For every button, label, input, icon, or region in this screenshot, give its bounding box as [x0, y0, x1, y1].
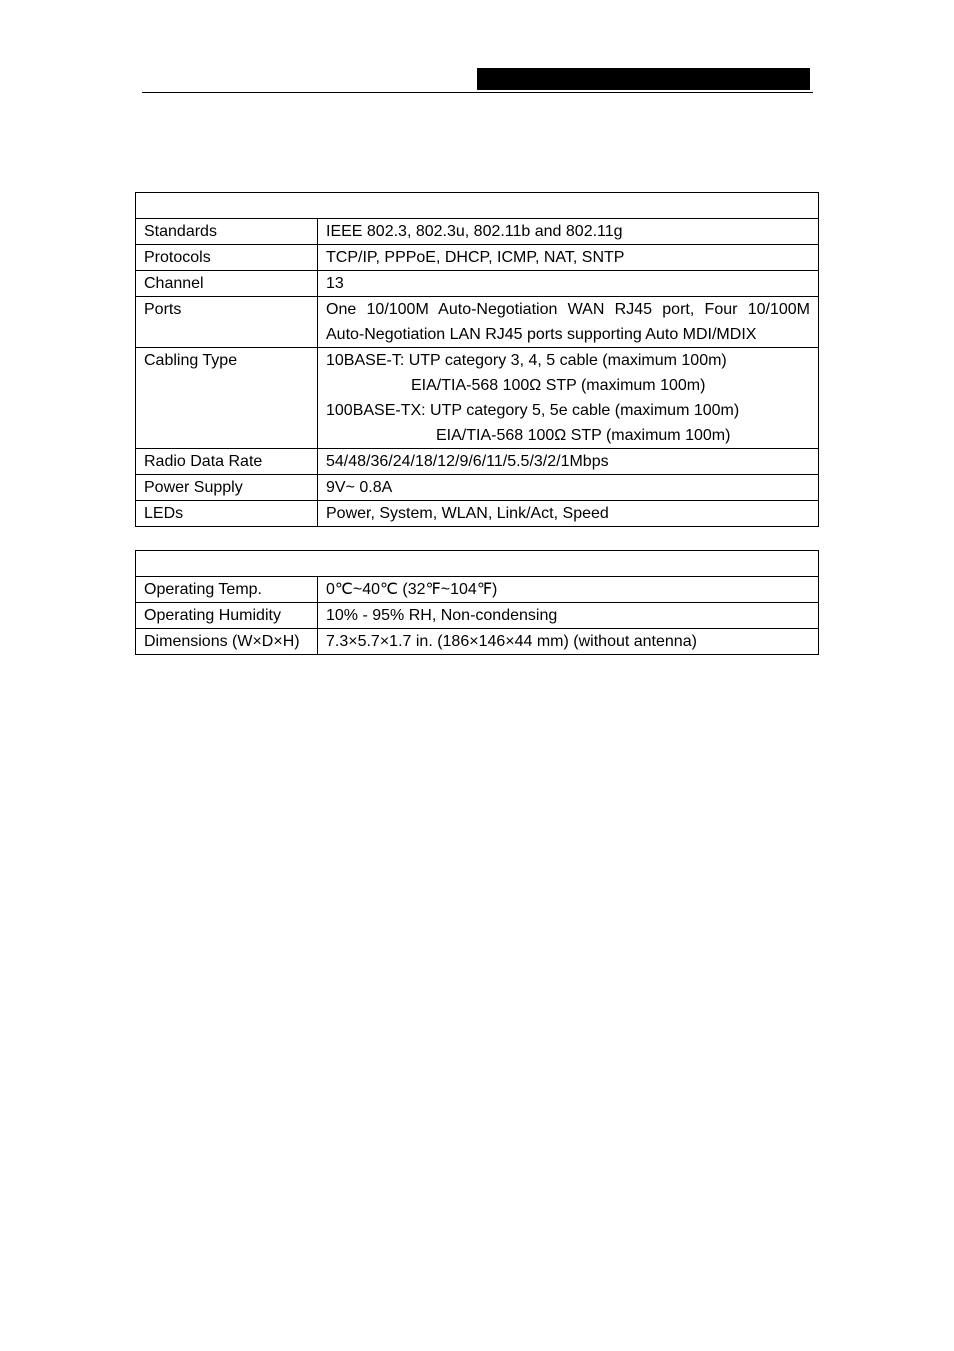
row-value — [318, 348, 819, 449]
table-row — [136, 577, 819, 603]
table-row — [136, 271, 819, 297]
cabling-line: 10BASE-T: UTP category 3, 4, 5 cable (maximum 100m) — [326, 352, 727, 369]
table-row — [136, 475, 819, 501]
row-label: Ports — [136, 297, 318, 348]
row-value: 9V~ 0.8A — [318, 475, 819, 501]
table-header-cell — [136, 551, 819, 577]
physical-spec-table — [135, 550, 819, 655]
row-value: IEEE 802.3, 802.3u, 802.11b and 802.11g — [318, 219, 819, 245]
row-value: Power, System, WLAN, Link/Act, Speed — [318, 501, 819, 527]
header-bar — [477, 68, 810, 90]
table-header-row — [136, 551, 819, 577]
row-value: One 10/100M Auto-Negotiation WAN RJ45 port, Four 10/100M Auto-Negotiation LAN RJ45 ports supporting Auto MDI/MDIX — [318, 297, 819, 348]
table-header-cell — [136, 193, 819, 219]
row-value: TCP/IP, PPPoE, DHCP, ICMP, NAT, SNTP — [318, 245, 819, 271]
row-value: 13 — [318, 271, 819, 297]
row-label: Dimensions (W×D×H) — [136, 629, 318, 655]
table-header-row — [136, 193, 819, 219]
row-label: Operating Humidity — [136, 603, 318, 629]
cabling-line: 100BASE-TX: UTP category 5, 5e cable (maximum 100m) — [326, 402, 740, 419]
row-label: LEDs — [136, 501, 318, 527]
row-label: Radio Data Rate — [136, 449, 318, 475]
table-row — [136, 348, 819, 449]
cabling-line: EIA/TIA-568 100Ω STP (maximum 100m) — [436, 427, 731, 444]
row-value: 0℃~40℃ (32℉~104℉) — [318, 577, 819, 603]
header-rule — [142, 92, 813, 93]
table-row — [136, 629, 819, 655]
row-label: Protocols — [136, 245, 318, 271]
table-row — [136, 449, 819, 475]
row-label: Standards — [136, 219, 318, 245]
cabling-line: EIA/TIA-568 100Ω STP (maximum 100m) — [411, 377, 706, 394]
table-row — [136, 219, 819, 245]
row-label: Cabling Type — [136, 348, 318, 449]
row-value: 54/48/36/24/18/12/9/6/11/5.5/3/2/1Mbps — [318, 449, 819, 475]
row-label: Operating Temp. — [136, 577, 318, 603]
row-label: Power Supply — [136, 475, 318, 501]
row-label: Channel — [136, 271, 318, 297]
table-row — [136, 603, 819, 629]
general-spec-table — [135, 192, 819, 527]
row-value: 10% - 95% RH, Non-condensing — [318, 603, 819, 629]
table-row — [136, 245, 819, 271]
table-row — [136, 501, 819, 527]
row-value: 7.3×5.7×1.7 in. (186×146×44 mm) (without antenna) — [318, 629, 819, 655]
table-row — [136, 297, 819, 348]
